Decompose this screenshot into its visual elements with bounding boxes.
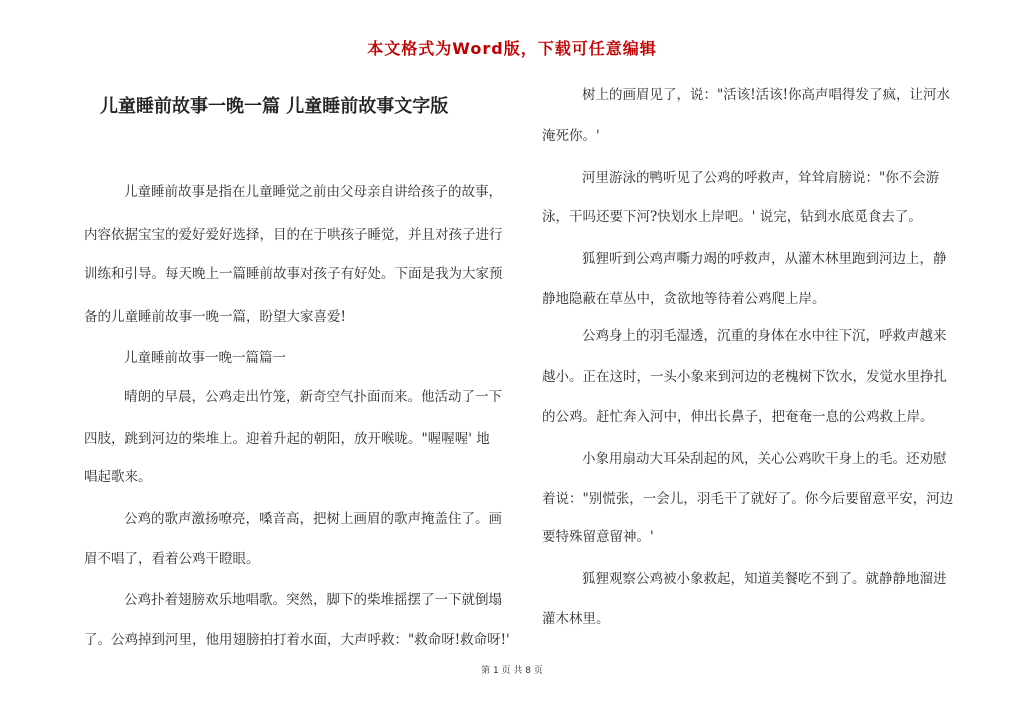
text-line: 泳，干吗还要下河?快划水上岸吧。' 说完，钻到水底觅食去了。 — [542, 209, 922, 225]
text-line: 公鸡身上的羽毛湿透，沉重的身体在水中往下沉，呼救声越来 — [582, 328, 947, 344]
text-line: 训练和引导。每天晚上一篇睡前故事对孩子有好处。下面是我为大家预 — [84, 266, 503, 282]
text-line: 灌木林里。 — [542, 611, 610, 627]
text-line: 小象用扇动大耳朵刮起的风，关心公鸡吹干身上的毛。还劝慰 — [582, 451, 947, 467]
text-line: 狐狸听到公鸡声嘶力竭的呼救声，从灌木林里跑到河边上，静 — [582, 251, 947, 267]
text-line: 淹死你。' — [542, 128, 600, 144]
text-line: 眉不唱了，看着公鸡干瞪眼。 — [84, 551, 260, 567]
page-footer: 第 1 页 共 8 页 — [481, 666, 543, 676]
text-line: 越小。正在这时，一头小象来到河边的老槐树下饮水，发觉水里挣扎 — [542, 369, 947, 385]
text-line: 要特殊留意留神。' — [542, 529, 654, 545]
text-line: 狐狸观察公鸡被小象救起，知道美餐吃不到了。就静静地溜进 — [582, 571, 947, 587]
text-line: 公鸡扑着翅膀欢乐地唱歌。突然，脚下的柴堆摇摆了一下就倒塌 — [124, 592, 502, 608]
text-line: 静地隐蔽在草丛中，贪欲地等待着公鸡爬上岸。 — [542, 291, 826, 307]
document-title: 儿童睡前故事一晚一篇 儿童睡前故事文字版 — [100, 96, 449, 117]
text-line: 了。公鸡掉到河里，他用翅膀拍打着水面，大声呼救："救命呀!救命呀!' — [84, 632, 510, 648]
text-line: 备的儿童睡前故事一晚一篇，盼望大家喜爱! — [84, 309, 346, 325]
text-line: 着说："别慌张，一会儿，羽毛干了就好了。你今后要留意平安，河边 — [542, 491, 954, 507]
text-line: 公鸡的歌声激扬嘹亮，嗓音高，把树上画眉的歌声掩盖住了。画 — [124, 511, 502, 527]
text-line: 晴朗的早晨，公鸡走出竹笼，新奇空气扑面而来。他活动了一下 — [124, 389, 502, 405]
text-line: 树上的画眉见了，说："活该!活该!你高声唱得发了疯，让河水 — [582, 87, 951, 103]
download-banner: 本文格式为Word版，下载可任意编辑 — [367, 39, 657, 58]
text-line: 唱起歌来。 — [84, 469, 152, 485]
text-line: 四肢，跳到河边的柴堆上。迎着升起的朝阳，放开喉咙。"喔喔喔' 地 — [84, 431, 490, 447]
text-line: 的公鸡。赶忙奔入河中，伸出长鼻子，把奄奄一息的公鸡救上岸。 — [542, 409, 934, 425]
text-line: 河里游泳的鸭听见了公鸡的呼救声，耸耸肩膀说："你不会游 — [582, 170, 940, 186]
text-line: 儿童睡前故事是指在儿童睡觉之前由父母亲自讲给孩子的故事， — [124, 184, 502, 200]
text-line: 内容依据宝宝的爱好爱好选择，目的在于哄孩子睡觉，并且对孩子进行 — [84, 227, 503, 243]
text-line: 儿童睡前故事一晚一篇篇一 — [124, 350, 286, 366]
